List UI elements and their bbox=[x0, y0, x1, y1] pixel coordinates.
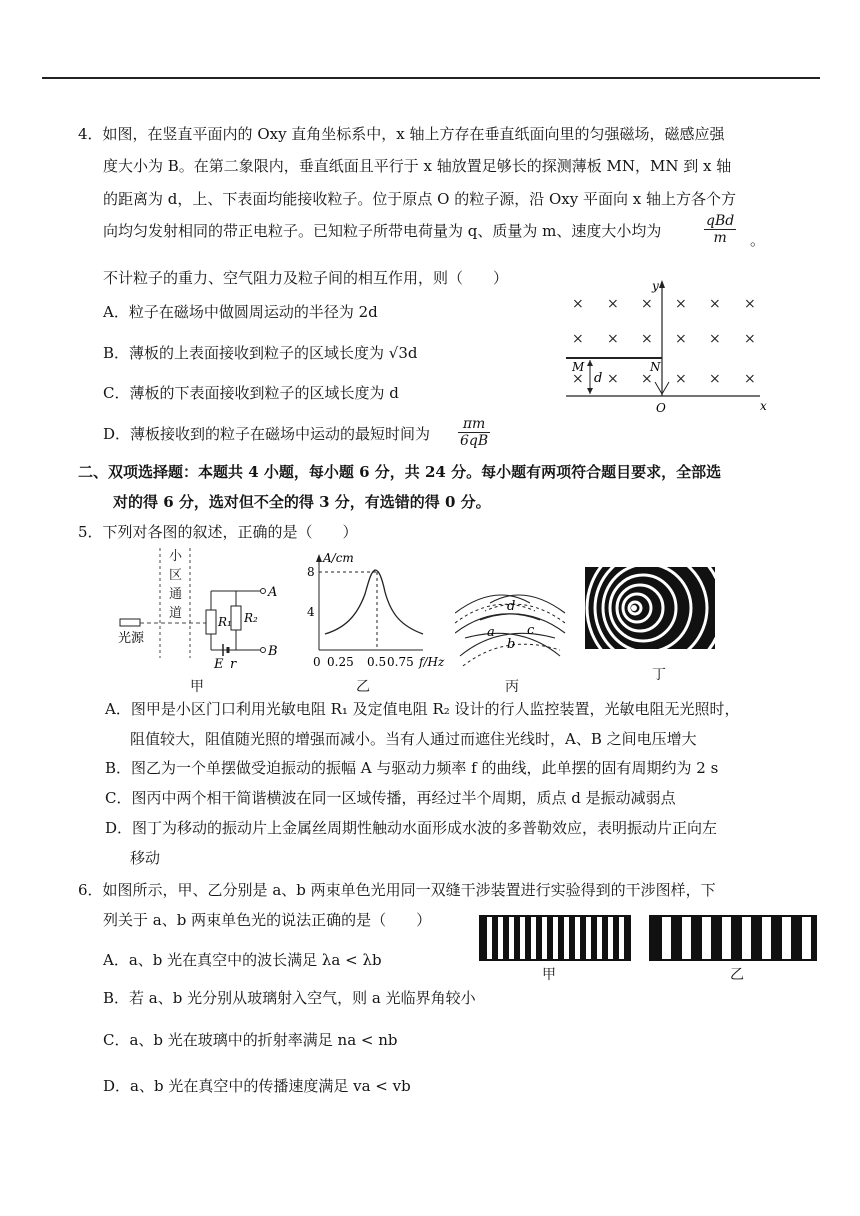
q5-fig2-label: 乙 bbox=[356, 679, 370, 695]
origin-label: O bbox=[656, 401, 666, 415]
q5-option-c: C．图丙中两个相干简谐横波在同一区域传播，再经过半个周期，质点 d 是振动减弱点 bbox=[105, 789, 676, 807]
q5-fig4-label: 丁 bbox=[652, 667, 666, 683]
q6-fig2-fringes bbox=[649, 915, 817, 961]
q6-line2: 列关于 a、b 两束单色光的说法正确的是（ ） bbox=[103, 911, 432, 929]
y-axis-label: y bbox=[652, 279, 659, 293]
q5-option-d-line1: D．图丁为移动的振动片上金属丝周期性触动水面形成水波的多普勒效应，表明振动片正向左 bbox=[105, 819, 718, 837]
q5-option-a-line2: 阻值较大，阻值随光照的增强而减小。当有人通过而遮住光线时，A、B 之间电压增大 bbox=[130, 730, 697, 748]
r2-label: R₂ bbox=[244, 611, 258, 625]
emf-label: E bbox=[214, 657, 224, 672]
q6-fig1-label: 甲 bbox=[542, 967, 556, 983]
q5-fig3-label: 丙 bbox=[505, 679, 519, 695]
svg-text:×: × bbox=[675, 371, 687, 387]
light-source-icon bbox=[120, 619, 140, 626]
q4-option-d: D．薄板接收到的粒子在磁场中运动的最短时间为 bbox=[103, 425, 431, 443]
q4-option-a: A．粒子在磁场中做圆周运动的半径为 2d bbox=[103, 303, 378, 321]
resonance-curve bbox=[325, 570, 423, 634]
fraction-numerator: qBd bbox=[706, 213, 735, 229]
q4-line5: 不计粒子的重力、空气阻力及粒子间的相互作用，则（ ） bbox=[103, 269, 509, 287]
q5-option-a-line1: A．图甲是小区门口利用光敏电阻 R₁ 及定值电阻 R₂ 设计的行人监控装置，光敏电阻无光照时， bbox=[105, 700, 740, 718]
point-n-label: N bbox=[650, 360, 661, 374]
svg-text:×: × bbox=[744, 371, 756, 387]
vibrating-source bbox=[631, 605, 637, 611]
light-source-label: 光源 bbox=[118, 631, 145, 646]
q4-line3: 的距离为 d，上、下表面均能接收粒子。位于原点 O 的粒子源，沿 Oxy 平面向 x 轴上方各个方 bbox=[103, 190, 736, 208]
fraction-numerator: πm bbox=[458, 416, 490, 433]
point-b-label: b bbox=[507, 637, 516, 652]
r1-label: R₁ bbox=[218, 615, 232, 629]
q4-velocity-fraction bbox=[704, 213, 736, 246]
distance-arrow-up bbox=[587, 360, 593, 366]
q4-line1: 4．如图，在竖直平面内的 Oxy 直角坐标系中，x 轴上方存在垂直纸面向里的匀强磁场，磁感应强 bbox=[78, 125, 725, 143]
svg-text:×: × bbox=[709, 296, 721, 312]
q5-stem: 5．下列对各图的叙述，正确的是（ ） bbox=[78, 523, 358, 541]
corridor-char: 通 bbox=[169, 587, 183, 602]
svg-text:×: × bbox=[572, 296, 584, 312]
axis-arrow bbox=[316, 554, 322, 562]
q4-option-c: C．薄板的下表面接收到粒子的区域长度为 d bbox=[103, 384, 399, 402]
x-axis-label: x bbox=[760, 399, 767, 413]
tick-8: 8 bbox=[307, 565, 315, 579]
svg-text:×: × bbox=[744, 296, 756, 312]
point-a-label: a bbox=[487, 625, 495, 640]
distance-arrow-down bbox=[587, 388, 593, 394]
tick-0: 0 bbox=[313, 655, 321, 669]
q5-fig2-resonance-chart bbox=[305, 550, 455, 675]
tick-4: 4 bbox=[307, 605, 315, 619]
q5-fig1-circuit bbox=[116, 548, 291, 673]
q4-field-diagram bbox=[560, 278, 780, 418]
svg-text:×: × bbox=[641, 331, 653, 347]
svg-text:×: × bbox=[641, 371, 653, 387]
svg-text:×: × bbox=[709, 371, 721, 387]
q4-option-b: B．薄板的上表面接收到粒子的区域长度为 √3d bbox=[103, 344, 418, 362]
svg-text:×: × bbox=[607, 296, 619, 312]
svg-text:×: × bbox=[675, 331, 687, 347]
internal-resistance-label: r bbox=[230, 657, 237, 672]
q5-fig1-label: 甲 bbox=[190, 679, 204, 695]
q6-fig2-label: 乙 bbox=[730, 967, 744, 983]
terminal-a-label: A bbox=[268, 585, 278, 600]
svg-text:×: × bbox=[744, 331, 756, 347]
svg-text:×: × bbox=[675, 296, 687, 312]
y-axis-arrow bbox=[659, 280, 665, 288]
section2-line1: 二、双项选择题：本题共 4 小题，每小题 6 分，共 24 分。每小题有两项符合题目要求，全部选 bbox=[78, 463, 722, 481]
point-m-label: M bbox=[572, 360, 585, 374]
svg-text:×: × bbox=[572, 331, 584, 347]
q5-option-d-line2: 移动 bbox=[130, 849, 161, 867]
resistor-r1 bbox=[206, 610, 216, 634]
terminal-b bbox=[261, 648, 266, 653]
resistor-r2 bbox=[231, 606, 241, 630]
svg-text:×: × bbox=[607, 371, 619, 387]
q4-line4: 向均匀发射相同的带正电粒子。已知粒子所带电荷量为 q、质量为 m、速度大小均为 bbox=[103, 222, 662, 240]
distance-d-label: d bbox=[594, 371, 603, 386]
top-rule bbox=[42, 77, 820, 79]
svg-text:×: × bbox=[709, 331, 721, 347]
corridor-char: 小 bbox=[169, 549, 183, 564]
q5-fig3-interference bbox=[455, 578, 570, 673]
q6-line1: 6．如图所示，甲、乙分别是 a、b 两束单色光用同一双缝干涉装置进行实验得到的干涉图样，下 bbox=[78, 881, 716, 899]
q6-option-c: C．a、b 光在玻璃中的折射率满足 na < nb bbox=[103, 1031, 398, 1049]
terminal-b-label: B bbox=[268, 644, 278, 659]
svg-text:×: × bbox=[641, 296, 653, 312]
point-c-label: c bbox=[527, 623, 535, 638]
corridor-char: 区 bbox=[169, 568, 183, 583]
tick-0-25: 0.25 bbox=[327, 655, 354, 669]
q4-time-fraction bbox=[458, 416, 490, 449]
point-d-label: d bbox=[507, 599, 516, 614]
terminal-a bbox=[261, 589, 266, 594]
section2-line2: 对的得 6 分，选对但不全的得 3 分，有选错的得 0 分。 bbox=[113, 493, 491, 511]
q6-option-a: A．a、b 光在真空中的波长满足 λa < λb bbox=[103, 951, 382, 969]
fraction-denominator: m bbox=[713, 230, 727, 246]
q5-option-b: B．图乙为一个单摆做受迫振动的振幅 A 与驱动力频率 f 的曲线，此单摆的固有周期约为 2 s bbox=[105, 759, 719, 777]
tick-0-75: 0.75 bbox=[387, 655, 414, 669]
q5-fig4-doppler-ripples bbox=[585, 567, 715, 649]
q6-option-d: D．a、b 光在真空中的传播速度满足 va < vb bbox=[103, 1077, 411, 1095]
amplitude-axis-label: A/cm bbox=[323, 551, 354, 565]
svg-text:×: × bbox=[572, 371, 584, 387]
frequency-axis-label: f/Hz bbox=[419, 655, 445, 669]
q6-option-b: B．若 a、b 光分别从玻璃射入空气，则 a 光临界角较小 bbox=[103, 989, 476, 1007]
q4-line4-end: 。 bbox=[750, 231, 766, 249]
tick-0-5: 0.5 bbox=[367, 655, 387, 669]
q4-line2: 度大小为 B。在第二象限内，垂直纸面且平行于 x 轴放置足够长的探测薄板 MN，MN 到 x 轴 bbox=[103, 157, 732, 175]
fraction-denominator: 6qB bbox=[460, 433, 489, 449]
corridor-char: 道 bbox=[169, 606, 183, 621]
q6-fig1-fringes bbox=[479, 915, 631, 961]
svg-text:×: × bbox=[607, 331, 619, 347]
